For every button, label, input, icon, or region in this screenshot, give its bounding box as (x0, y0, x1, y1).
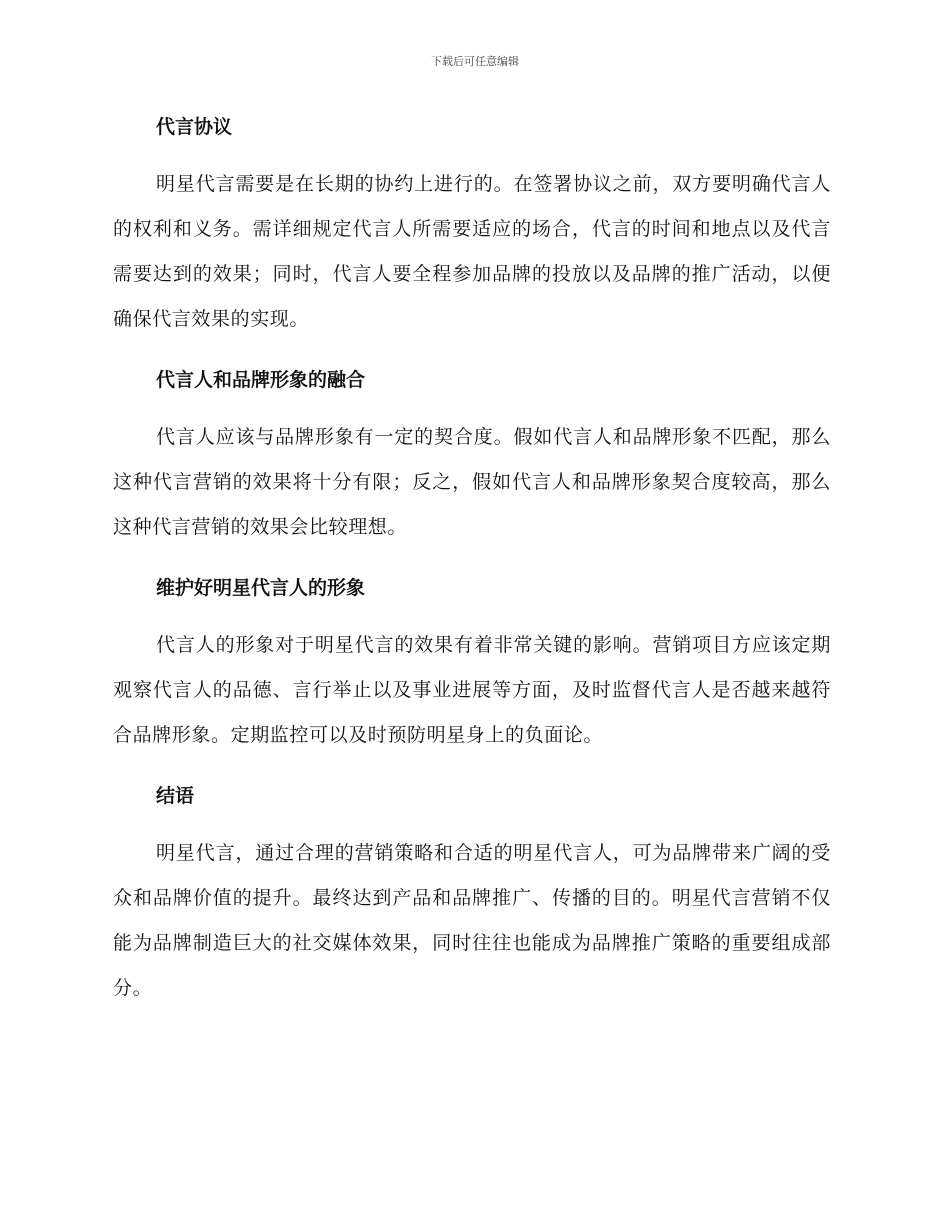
section-image-maintenance (113, 573, 831, 758)
section-heading: 维护好明星代言人的形象 (156, 577, 366, 599)
section-heading: 代言人和品牌形象的融合 (156, 369, 366, 391)
section-paragraph: 明星代言，通过合理的营销策略和合适的明星代言人，可为品牌带来广阔的受众和品牌价值的提升。最终达到产品和品牌推广、传播的目的。明星代言营销不仅能为品牌制造巨大的社交媒体效果，同时往往也能成为品牌推广策略的重要组成部分。 (113, 842, 831, 999)
section-conclusion (113, 781, 831, 1011)
section-heading: 代言协议 (156, 116, 233, 138)
section-brand-fit (113, 365, 831, 550)
section-paragraph: 代言人的形象对于明星代言的效果有着非常关键的影响。营销项目方应该定期观察代言人的品德、言行举止以及事业进展等方面，及时监督代言人是否越来越符合品牌形象。定期监控可以及时预防明星身上的负面论。 (113, 634, 831, 746)
section-heading: 结语 (156, 785, 195, 807)
section-paragraph: 明星代言需要是在长期的协约上进行的。在签署协议之前，双方要明确代言人的权利和义务。需详细规定代言人所需要适应的场合，代言的时间和地点以及代言需要达到的效果；同时，代言人要全程参加品牌的投放以及品牌的推广活动，以便确保代言效果的实现。 (113, 173, 831, 330)
page-header-note: 下载后可任意编辑 (431, 55, 519, 68)
document-body (113, 112, 831, 1034)
section-endorsement-agreement (113, 112, 831, 342)
section-paragraph: 代言人应该与品牌形象有一定的契合度。假如代言人和品牌形象不匹配，那么这种代言营销的效果将十分有限；反之，假如代言人和品牌形象契合度较高，那么这种代言营销的效果会比较理想。 (113, 426, 831, 538)
